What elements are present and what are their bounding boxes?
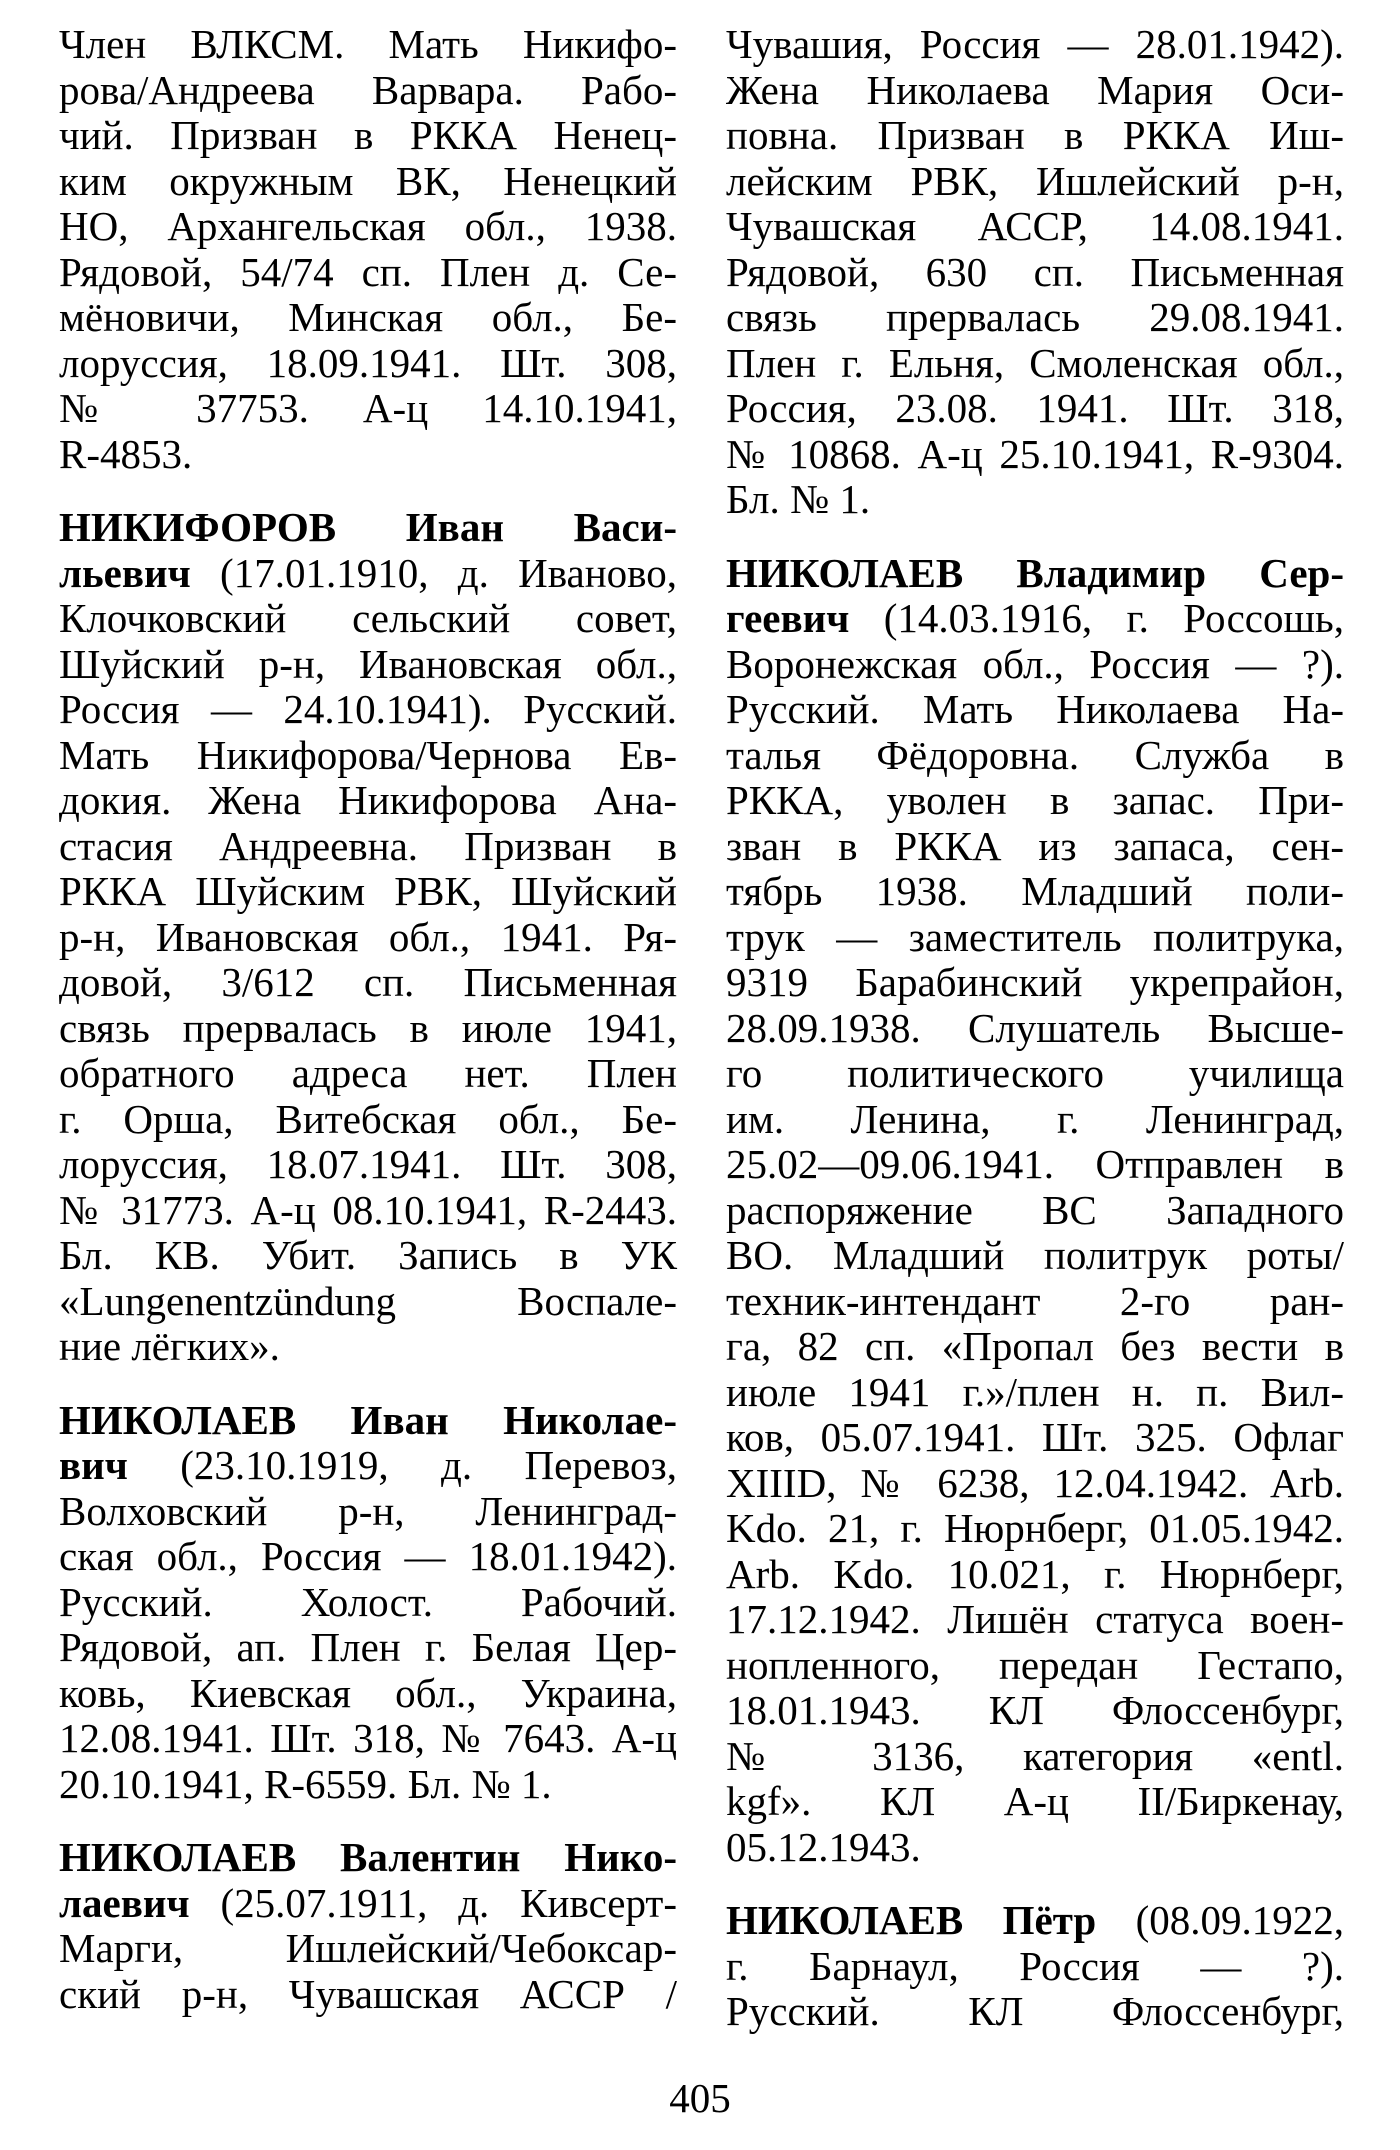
text-line xyxy=(726,1779,1344,1825)
entry-text: Чувашская АССР, 14.08.1941. xyxy=(726,203,1344,249)
entry-text: 28.09.1938. Слушатель Высше- xyxy=(726,1004,1344,1051)
entry-text: Шуйский р-н, Ивановская обл., xyxy=(59,640,677,687)
entry-text: г. Орша, Витебская обл., Бе- xyxy=(59,1095,677,1142)
text-line xyxy=(59,1881,677,1927)
text-line xyxy=(726,960,1344,1006)
entry-text: г. Барнаул, Россия — ?). xyxy=(726,1942,1344,1989)
text-line xyxy=(59,204,677,250)
entry-name-bold-text: НИКОЛАЕВ Пётр xyxy=(726,1897,1136,1943)
entry-text: (17.01.1910, д. Иваново, xyxy=(220,549,677,596)
text-line xyxy=(59,1398,677,1444)
text-line xyxy=(726,1051,1344,1097)
entry-text: талья Фёдоровна. Служба в xyxy=(726,731,1344,778)
entry-text: «Lungenentzündung Воспале- xyxy=(59,1277,677,1324)
entry-text: Воронежская обл., Россия — ?). xyxy=(726,640,1344,687)
text-line xyxy=(59,1580,677,1626)
text-line xyxy=(59,1972,677,2018)
text-line xyxy=(59,1097,677,1143)
text-line xyxy=(59,1324,677,1370)
text-line xyxy=(726,1461,1344,1507)
entry-text: им. Ленина, г. Ленинград, xyxy=(726,1095,1344,1142)
entry-text: 20.10.1941, R-6559. Бл. № 1. xyxy=(59,1760,552,1807)
text-line xyxy=(726,204,1344,250)
text-line xyxy=(59,1443,677,1489)
entry-text: РККА, уволен в запас. При- xyxy=(726,777,1344,823)
text-line xyxy=(726,1324,1344,1370)
text-line xyxy=(726,1233,1344,1279)
entry-text: Рядовой, 54/74 сп. Плен д. Се- xyxy=(59,248,677,295)
entry-text: ВО. Младший политрук роты/ xyxy=(726,1232,1344,1278)
entry-text: лоруссия, 18.09.1941. Шт. 308, xyxy=(59,339,677,386)
entry-text: ков, 05.07.1941. Шт. 325. Офлаг xyxy=(726,1414,1344,1460)
text-line xyxy=(726,642,1344,688)
text-line xyxy=(726,869,1344,915)
entry-text: (23.10.1919, д. Перевоз, xyxy=(180,1442,678,1488)
entry-name-bold-text: геевич xyxy=(726,595,884,641)
text-line xyxy=(726,477,1344,523)
text-line xyxy=(59,824,677,870)
entry-text: распоряжение ВС Западного xyxy=(726,1186,1344,1233)
text-line xyxy=(59,642,677,688)
text-line xyxy=(59,1006,677,1052)
text-line xyxy=(726,1006,1344,1052)
entry-text: Рядовой, ап. Плен г. Белая Цер- xyxy=(59,1624,677,1670)
entry-text: Клочковский сельский совет, xyxy=(59,595,677,641)
entry-text: довой, 3/612 сп. Письменная xyxy=(59,959,677,1005)
entry-text: РККА Шуйским РВК, Шуйский xyxy=(59,868,677,914)
text-line xyxy=(59,505,677,551)
entry-text: Kdo. 21, г. Нюрнберг, 01.05.1942. xyxy=(726,1505,1344,1551)
entry-paragraph xyxy=(726,551,1344,1871)
text-line xyxy=(59,295,677,341)
text-line xyxy=(59,1716,677,1762)
text-line xyxy=(59,1835,677,1881)
entry-text: Марги, Ишлейский/Чебоксар- xyxy=(59,1925,677,1971)
text-line xyxy=(726,1898,1344,1944)
entry-text: ская обл., Россия — 18.01.1942). xyxy=(59,1533,677,1579)
text-line xyxy=(726,1597,1344,1643)
text-line xyxy=(726,386,1344,432)
entry-text: Бл. КВ. Убит. Запись в УК xyxy=(59,1232,677,1278)
entry-text: Русский. Холост. Рабочий. xyxy=(59,1578,677,1625)
entry-text: связь прервалась в июле 1941, xyxy=(59,1004,677,1051)
text-line xyxy=(726,341,1344,387)
text-line xyxy=(726,1370,1344,1416)
text-line xyxy=(59,113,677,159)
entry-text: га, 82 сп. «Пропал без вести в xyxy=(726,1323,1344,1369)
entry-name-bold-text: НИКОЛАЕВ Валентин Нико- xyxy=(59,1834,677,1880)
entry-paragraph xyxy=(59,1398,677,1808)
entry-text: Русский. Мать Николаева На- xyxy=(726,686,1344,732)
entry-paragraph xyxy=(59,22,677,477)
text-line xyxy=(59,596,677,642)
entry-text: № 31773. А-ц 08.10.1941, R-2443. xyxy=(59,1186,677,1233)
text-line xyxy=(726,1506,1344,1552)
entry-text: Arb. Kdo. 10.021, г. Нюрнберг, xyxy=(726,1550,1344,1597)
entry-text: докия. Жена Никифорова Ана- xyxy=(59,777,677,823)
entry-text: Рядовой, 630 сп. Письменная xyxy=(726,248,1344,295)
text-line xyxy=(59,1233,677,1279)
page-number: 405 xyxy=(669,2075,731,2121)
entry-text: июле 1941 г.»/плен н. п. Вил- xyxy=(726,1368,1344,1415)
entry-text: чий. Призван в РККА Ненец- xyxy=(59,112,677,158)
entry-text: (08.09.1922, xyxy=(1135,1897,1344,1943)
entry-text: 9319 Барабинский укрепрайон, xyxy=(726,959,1344,1005)
text-line xyxy=(59,960,677,1006)
text-line xyxy=(726,824,1344,870)
text-line xyxy=(59,341,677,387)
text-line xyxy=(59,386,677,432)
text-line xyxy=(59,551,677,597)
text-line xyxy=(59,869,677,915)
text-line xyxy=(726,1142,1344,1188)
entry-text: Чувашия, Россия — 28.01.1942). xyxy=(726,21,1344,67)
text-line xyxy=(726,1097,1344,1143)
entry-text: Член ВЛКСМ. Мать Никифо- xyxy=(59,21,677,67)
entry-text: р-н, Ивановская обл., 1941. Ря- xyxy=(59,913,677,960)
entry-text: НО, Архангельская обл., 1938. xyxy=(59,203,677,249)
entry-text: связь прервалась 29.08.1941. xyxy=(726,294,1344,340)
left-text-column xyxy=(59,22,677,2017)
entry-name-bold-text: НИКИФОРОВ Иван Васи- xyxy=(59,504,677,550)
entry-text: Россия — 24.10.1941). Русский. xyxy=(59,686,677,732)
text-line xyxy=(59,1188,677,1234)
text-line xyxy=(59,159,677,205)
entry-text: № 3136, категория «entl. xyxy=(726,1732,1344,1779)
entry-text: лейским РВК, Ишлейский р-н, xyxy=(726,157,1344,204)
entry-name-bold-text: НИКОЛАЕВ Иван Николае- xyxy=(59,1396,677,1443)
entry-text: 18.01.1943. КЛ Флоссенбург, xyxy=(726,1687,1344,1733)
entry-text: Мать Никифорова/Чернова Ев- xyxy=(59,731,677,778)
text-line xyxy=(59,1671,677,1717)
text-line xyxy=(59,1279,677,1325)
entry-text: (25.07.1911, д. Кивсерт- xyxy=(220,1879,677,1926)
text-line xyxy=(726,113,1344,159)
text-line xyxy=(59,1926,677,1972)
entry-text: Русский. КЛ Флоссенбург, xyxy=(726,1988,1344,2034)
entry-text: № 37753. А-ц 14.10.1941, xyxy=(59,385,677,431)
entry-text: kgf». КЛ А-ц II/Биркенау, xyxy=(726,1778,1344,1824)
text-line xyxy=(726,1944,1344,1990)
entry-text: Россия, 23.08. 1941. Шт. 318, xyxy=(726,385,1344,431)
entry-text: 05.12.1943. xyxy=(726,1823,921,1870)
entry-text: повна. Призван в РККА Иш- xyxy=(726,112,1344,158)
text-line xyxy=(726,778,1344,824)
text-line xyxy=(726,915,1344,961)
text-line xyxy=(59,1762,677,1808)
entry-paragraph xyxy=(726,1898,1344,2035)
entry-paragraph xyxy=(59,505,677,1370)
entry-text: XIIID, № 6238, 12.04.1942. Arb. xyxy=(726,1459,1344,1506)
text-line xyxy=(726,250,1344,296)
entry-name-bold-text: вич xyxy=(59,1442,181,1488)
text-line xyxy=(59,432,677,478)
text-line xyxy=(726,1279,1344,1325)
text-line xyxy=(726,68,1344,114)
entry-text: тябрь 1938. Младший поли- xyxy=(726,868,1344,914)
right-text-column xyxy=(726,22,1344,2035)
entry-text: лоруссия, 18.07.1941. Шт. 308, xyxy=(59,1141,677,1187)
entry-text: трук — заместитель политрука, xyxy=(726,913,1344,960)
entry-text: ким окружным ВК, Ненецкий xyxy=(59,157,677,204)
entry-text: ский р-н, Чувашская АССР / xyxy=(59,1970,677,2017)
text-line xyxy=(59,1051,677,1097)
entry-text: № 10868. А-ц 25.10.1941, R-9304. xyxy=(726,430,1344,477)
text-line xyxy=(726,1825,1344,1871)
text-line xyxy=(726,1188,1344,1234)
text-line xyxy=(726,1688,1344,1734)
entry-text: ние лёгких». xyxy=(59,1323,280,1369)
text-line xyxy=(59,778,677,824)
text-line xyxy=(59,250,677,296)
entry-name-bold-text: лаевич xyxy=(59,1879,221,1926)
text-line xyxy=(726,1734,1344,1780)
text-line xyxy=(726,1415,1344,1461)
text-line xyxy=(726,596,1344,642)
text-line xyxy=(726,432,1344,478)
text-line xyxy=(726,1643,1344,1689)
text-line xyxy=(59,1625,677,1671)
entry-text: 12.08.1941. Шт. 318, № 7643. А-ц xyxy=(59,1715,677,1761)
text-line xyxy=(59,1142,677,1188)
text-line xyxy=(726,295,1344,341)
entry-paragraph xyxy=(726,22,1344,523)
entry-text: R-4853. xyxy=(59,430,193,477)
entry-text: 17.12.1942. Лишён статуса воен- xyxy=(726,1596,1344,1642)
entry-text: Волховский р-н, Ленинград- xyxy=(59,1487,677,1534)
entry-text: Плен г. Ельня, Смоленская обл., xyxy=(726,339,1344,386)
text-line xyxy=(59,68,677,114)
entry-text: мёновичи, Минская обл., Бе- xyxy=(59,294,677,340)
text-line xyxy=(59,915,677,961)
entry-text: рова/Андреева Варвара. Рабо- xyxy=(59,66,677,113)
text-line xyxy=(59,22,677,68)
entry-text: стасия Андреевна. Призван в xyxy=(59,822,677,869)
text-line xyxy=(59,733,677,779)
entry-text: 25.02—09.06.1941. Отправлен в xyxy=(726,1141,1344,1187)
entry-text: нопленного, передан Гестапо, xyxy=(726,1641,1344,1688)
entry-text: го политического училища xyxy=(726,1050,1344,1096)
text-line xyxy=(726,1552,1344,1598)
text-line xyxy=(726,1989,1344,2035)
text-line xyxy=(59,1534,677,1580)
text-line xyxy=(726,22,1344,68)
text-line xyxy=(726,733,1344,779)
entry-text: Жена Николаева Мария Оси- xyxy=(726,66,1344,113)
entry-name-bold-text: НИКОЛАЕВ Владимир Сер- xyxy=(726,549,1344,596)
entry-text: техник-интендант 2-го ран- xyxy=(726,1277,1344,1324)
entry-name-bold-text: льевич xyxy=(59,549,221,596)
entry-text: (14.03.1916, г. Россошь, xyxy=(883,595,1344,641)
text-line xyxy=(59,1489,677,1535)
entry-text: обратного адреса нет. Плен xyxy=(59,1050,677,1096)
text-line xyxy=(726,687,1344,733)
entry-text: Бл. № 1. xyxy=(726,476,871,522)
entry-paragraph xyxy=(59,1835,677,2017)
text-line xyxy=(726,551,1344,597)
text-line xyxy=(726,159,1344,205)
text-line xyxy=(59,687,677,733)
entry-text: зван в РККА из запаса, сен- xyxy=(726,822,1344,869)
entry-text: ковь, Киевская обл., Украина, xyxy=(59,1669,677,1716)
